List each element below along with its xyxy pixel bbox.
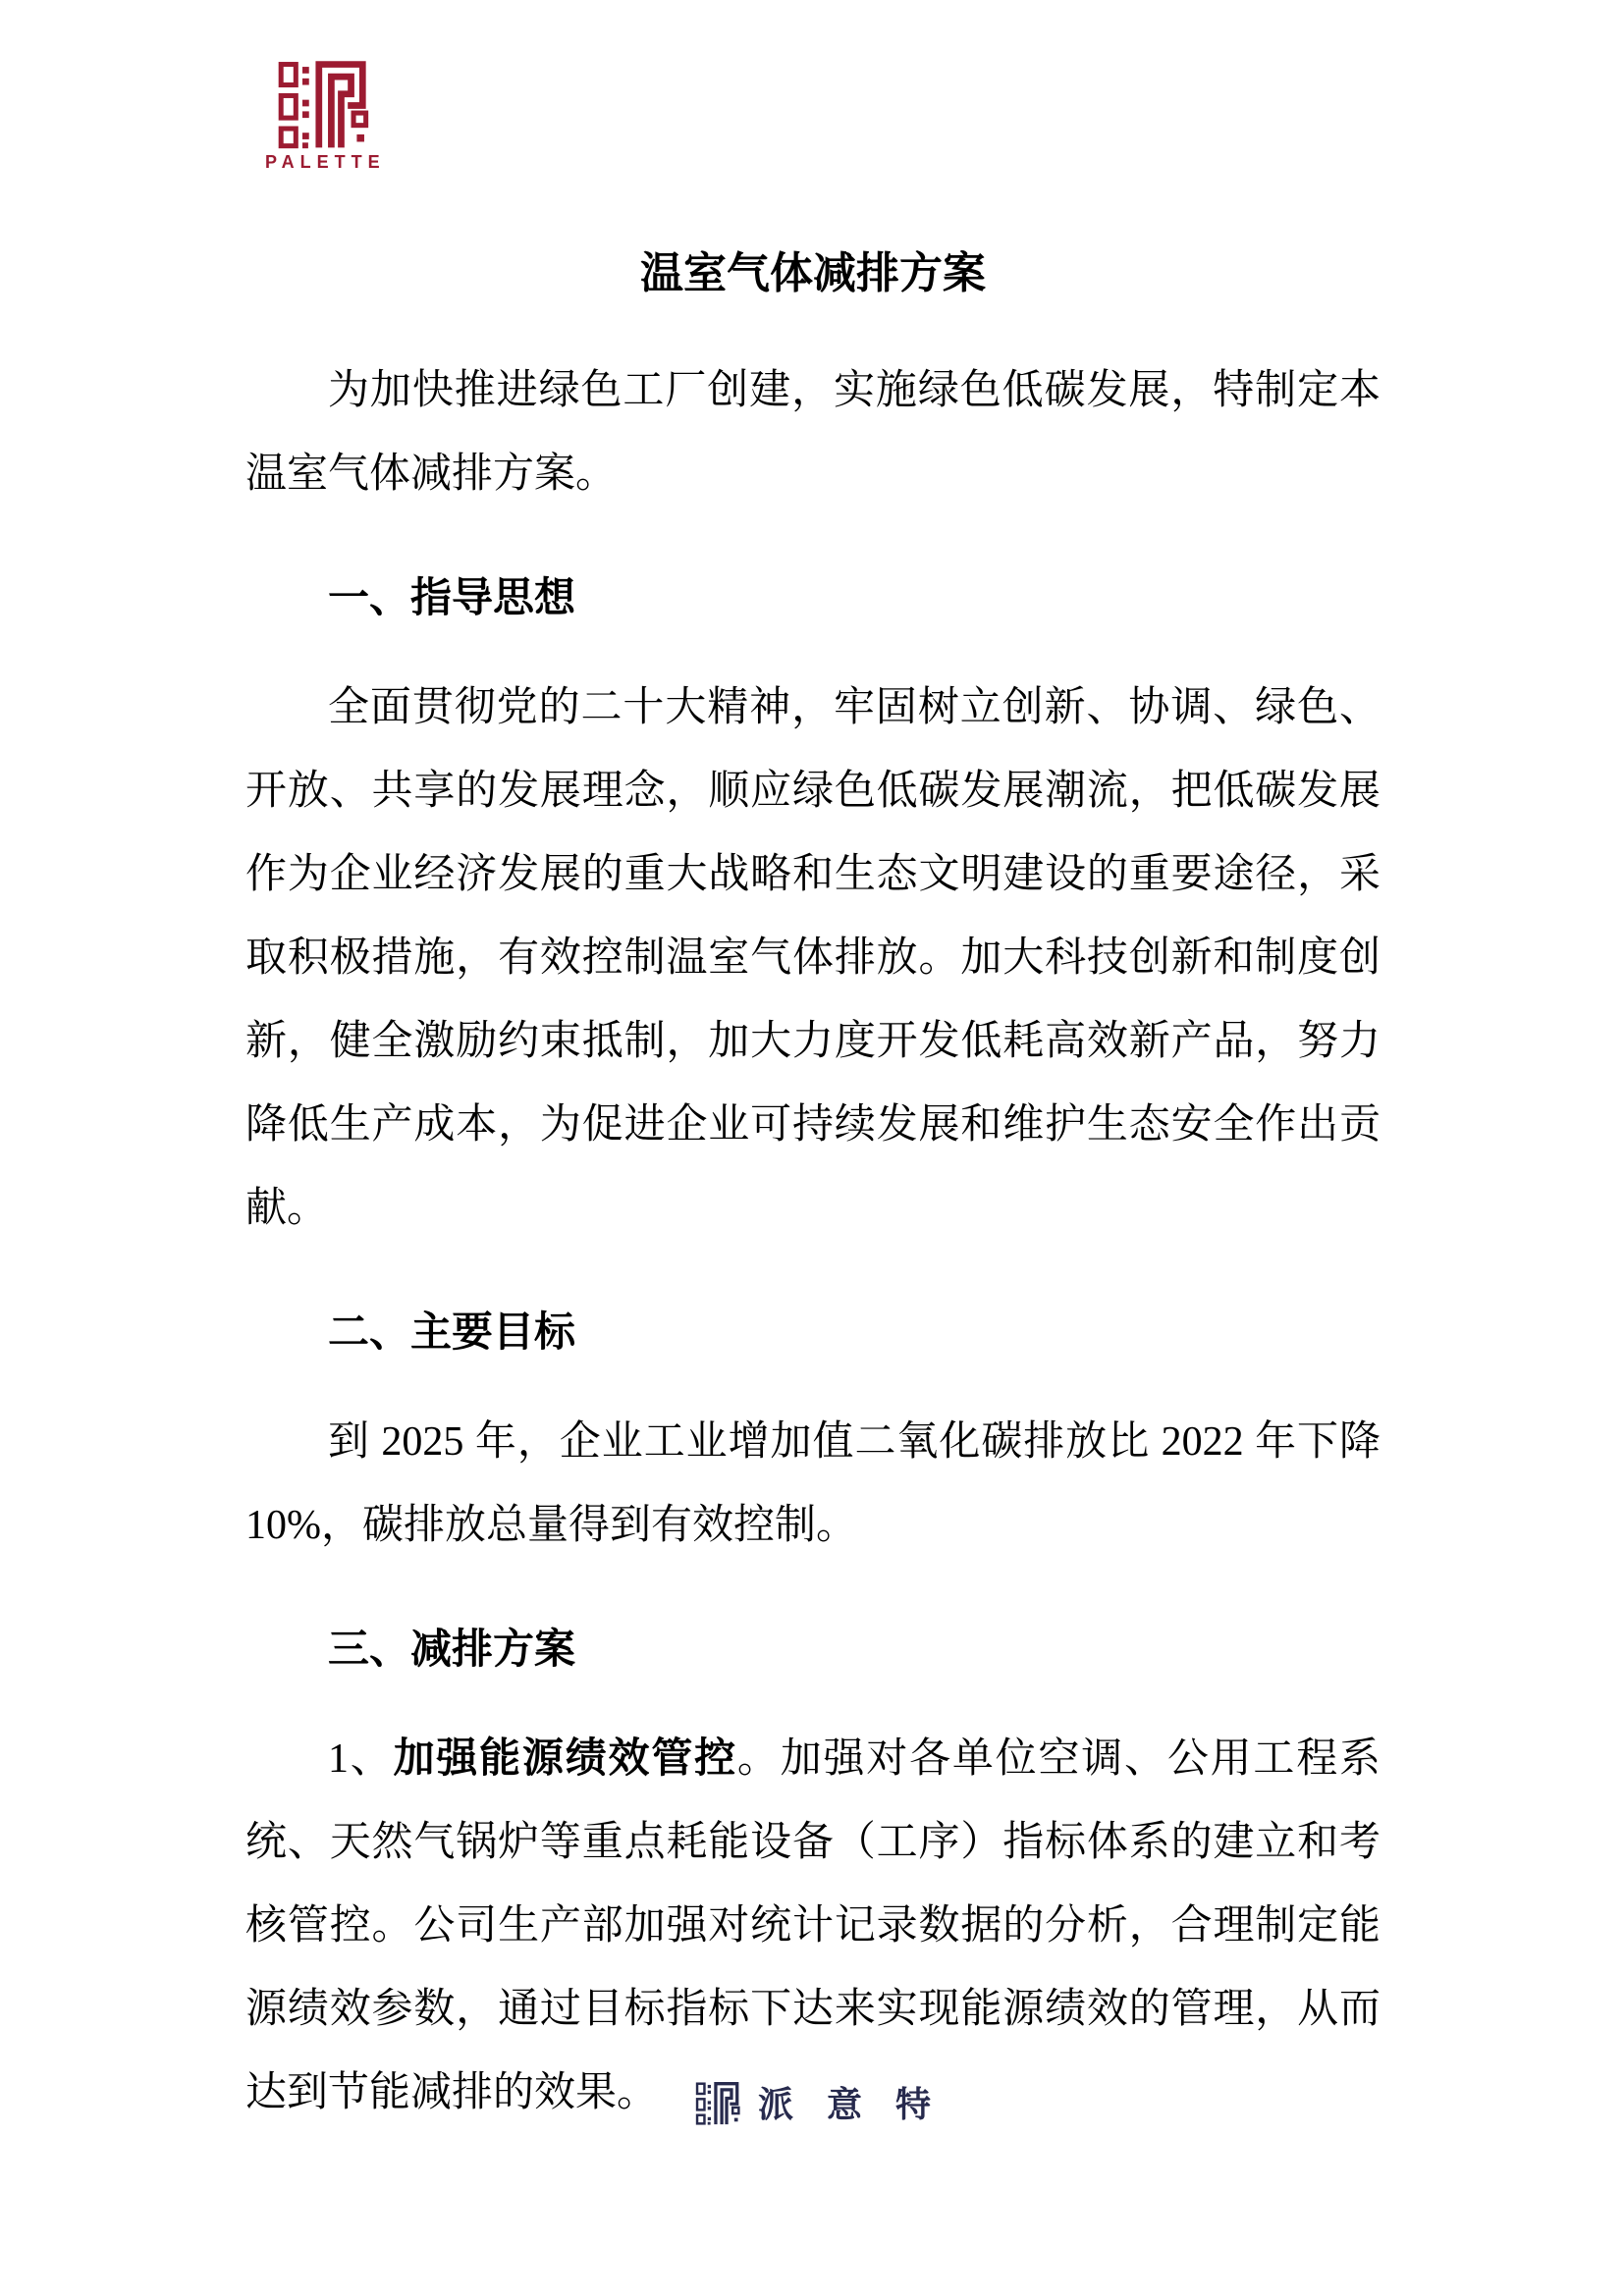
item-body-text: 。加强对各单位空调、公用工程系统、天然气锅炉等重点耗能设备（工序）指标体系的建立和考核管控。公司生产部加强对统计记录数据的分析，合理制定能源绩效参数，通过目标指标下达来实现能源绩效的管理，从而达到节能减排的效果。 xyxy=(245,1736,1380,2115)
item-lead-bold: 加强能源绩效管控 xyxy=(393,1736,737,1782)
section-1-paragraph: 全面贯彻党的二十大精神，牢固树立创新、协调、绿色、开放、共享的发展理念，顺应绿色低碳发展潮流，把低碳发展作为企业经济发展的重大战略和生态文明建设的重要途径，采取积极措施，有效控制温室气体排放。加大科技创新和制度创新，健全激励约束抵制，加大力度开发低耗高效新产品，努力降低生产成本，为促进企业可持续发展和维护生态安全作出贡献。 xyxy=(245,685,1380,1231)
footer xyxy=(0,2077,1624,2127)
document-content xyxy=(245,232,1380,2135)
intro-paragraph: 为加快推进绿色工厂创建，实施绿色低碳发展，特制定本温室气体减排方案。 xyxy=(245,368,1380,497)
section-heading-1: 一、指导思想 xyxy=(328,576,576,621)
header-brand-text: PALETTE xyxy=(265,152,386,172)
palette-maze-logo-icon xyxy=(271,57,375,149)
header-logo xyxy=(265,57,386,173)
footer-brand-text: 派意特 xyxy=(757,2084,964,2124)
paiyite-maze-logo-icon xyxy=(693,2080,742,2125)
page-title: 温室气体减排方案 xyxy=(640,249,986,297)
section-heading-2: 二、主要目标 xyxy=(328,1310,576,1356)
section-2-paragraph: 到 2025 年，企业工业增加值二氧化碳排放比 2022 年下降 10%，碳排放总量得到有效控制。 xyxy=(245,1419,1380,1548)
section-3-item-1 xyxy=(245,1718,1380,2135)
item-number: 1、 xyxy=(328,1736,394,1782)
section-heading-3: 三、减排方案 xyxy=(328,1628,576,1673)
